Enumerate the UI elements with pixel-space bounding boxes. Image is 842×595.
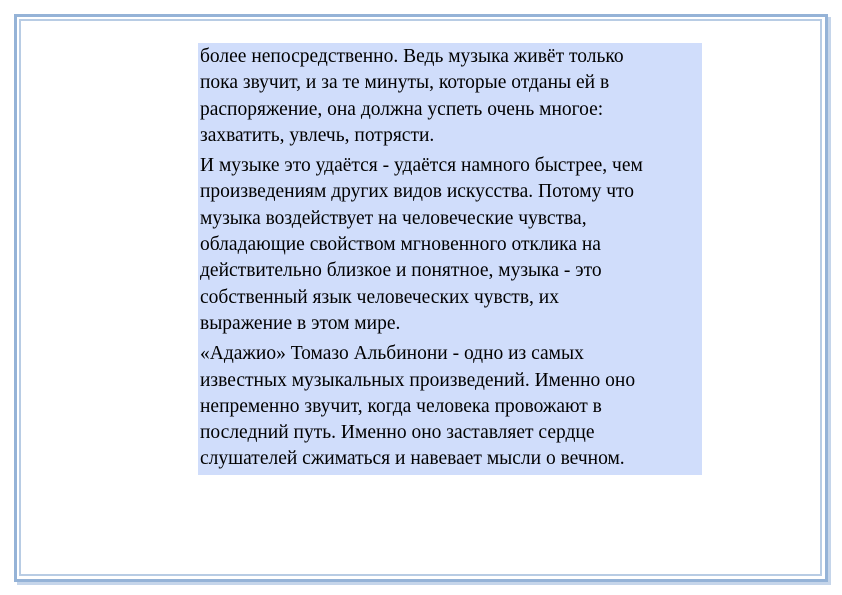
text-line: распоряжение, она должна успеть очень многое:: [200, 98, 604, 120]
text-line: захватить, увлечь, потрясти.: [200, 124, 435, 146]
frame-shadow-right: [828, 17, 831, 585]
paragraph-3: [200, 341, 700, 472]
text-line: более непосредственно. Ведь музыка живёт только: [200, 46, 624, 67]
text-line: музыка воздействует на человеческие чувства,: [200, 207, 587, 229]
text-line: И музыке это удаётся - удаётся намного быстрее, чем: [200, 155, 643, 177]
text-line: пока звучит, и за те минуты, которые отданы ей в: [200, 72, 610, 94]
text-line: действительно близкое и понятное, музыка - это: [200, 260, 602, 282]
text-box: [198, 43, 702, 475]
text-line: собственный язык человеческих чувств, их: [200, 286, 559, 308]
text-line: известных музыкальных произведений. Именно оно: [200, 369, 636, 391]
paragraph-2: [200, 153, 700, 337]
frame-shadow-bottom: [17, 582, 831, 585]
text-line: обладающие свойством мгновенного отклика на: [200, 234, 601, 256]
text-line: непременно звучит, когда человека провожают в: [200, 395, 602, 417]
text-line: произведениям других видов искусства. Потому что: [200, 181, 635, 203]
text-line: «Адажио» Томазо Альбинони - одно из самых: [200, 343, 584, 365]
text-line: слушателей сжиматься и навевает мысли о вечном.: [200, 448, 625, 470]
text-line: последний путь. Именно оно заставляет сердце: [200, 422, 595, 444]
paragraph-1: [200, 44, 700, 149]
text-line: выражение в этом мире.: [200, 312, 401, 334]
